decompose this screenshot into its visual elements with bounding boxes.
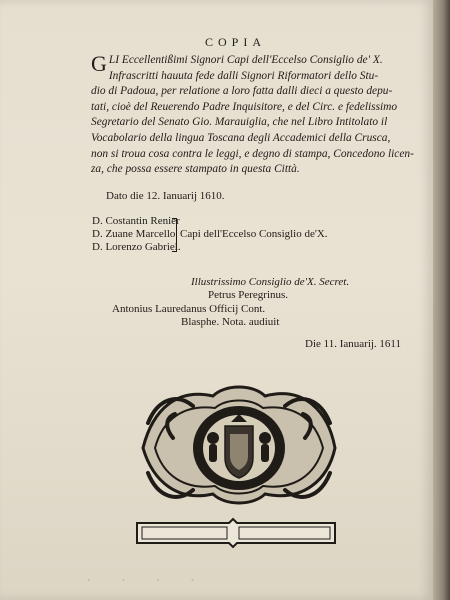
decree-line-1: LI Eccellentißimi Signori Capi dell'Eccelso Consiglio de' X. — [108, 54, 383, 66]
dated-line: Dato die 12. Ianuarij 1610. — [106, 190, 225, 202]
closing-date: Die 11. Ianuarij. 1611 — [305, 338, 402, 350]
blasphe-line: Blasphe. Nota. audiuit — [181, 316, 280, 328]
signatory-name: D. Zuane Marcello — [92, 228, 176, 240]
decree-line-8: za, che possa essere stampato in questa Città. — [91, 163, 300, 176]
decree-line-5: Segretario del Senato Gio. Marauiglia, che nel Libro Intitolato il — [91, 116, 388, 129]
empty-cartouche-image — [133, 517, 339, 549]
decree-line-2: Infrascritti hauuta fede dalli Signori Riformatori dello Stu- — [108, 69, 379, 82]
secretary-name: Petrus Peregrinus. — [208, 289, 289, 301]
page-edge — [433, 0, 450, 600]
officer-line: Antonius Lauredanus Officij Cont. — [112, 303, 266, 315]
printer-emblem-image — [133, 378, 345, 514]
decree-line-6: Vocabolario della lingua Toscana degli Accademici della Crusca, — [91, 131, 391, 144]
drop-cap: G — [91, 51, 107, 76]
signatories-list — [92, 215, 181, 254]
signatories-bracket — [172, 218, 177, 252]
page-title: COPIA — [205, 35, 267, 49]
signatory-name: D. Costantin Renier — [92, 215, 180, 227]
decree-line-3: dio di Padoua, per relatione a loro fatta dalli dieci a questo depu- — [91, 85, 393, 98]
signatory-name: D. Lorenzo Gabriel. — [92, 241, 181, 253]
decree-text — [91, 51, 414, 178]
decree-line-4: tati, cioè del Reuerendo Padre Inquisitore, e del Circ. e fedelissimo — [91, 100, 398, 113]
heads-label: Capi dell'Eccelso Consiglio de'X. — [180, 228, 328, 240]
decree-line-7: non si troua cosa contra le leggi, e degno di stampa, Concedono licen- — [91, 147, 414, 160]
bleed-through-watermark: · · · · — [86, 570, 208, 590]
secretary-line: Illustrissimo Consiglio de'X. Secret. — [191, 276, 350, 288]
